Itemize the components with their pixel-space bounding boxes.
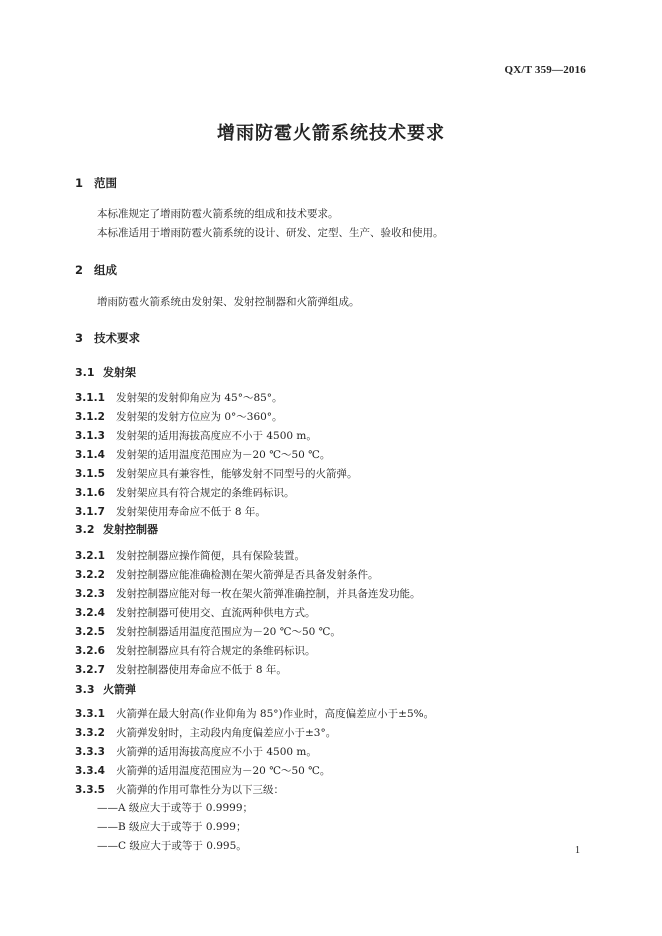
paragraph: 增雨防雹火箭系统由发射架、发射控制器和火箭弹组成。 xyxy=(97,296,360,308)
clause-item xyxy=(75,643,316,658)
section-title: 技术要求 xyxy=(94,331,140,345)
clause-number: 3.1.6 xyxy=(75,487,105,499)
clause-text: 发射控制器应能对每一枚在架火箭弹准确控制，并具备连发功能。 xyxy=(116,588,421,600)
section-title: 范围 xyxy=(94,176,117,190)
paragraph: 本标准适用于增雨防雹火箭系统的设计、研发、定型、生产、验收和使用。 xyxy=(97,227,444,239)
subsection-title: 火箭弹 xyxy=(103,683,136,696)
section-number: 3 xyxy=(75,331,84,345)
section-heading xyxy=(75,330,140,346)
clause-item xyxy=(75,662,287,677)
clause-text: 发射控制器应能准确检测在架火箭弹是否具备发射条件。 xyxy=(116,569,379,581)
clause-number: 3.3.5 xyxy=(75,784,105,796)
clause-text: 发射控制器可使用交、直流两种供电方式。 xyxy=(116,607,316,619)
standard-code: QX/T 359—2016 xyxy=(504,64,586,76)
clause-text: 发射控制器应具有符合规定的条维码标识。 xyxy=(116,645,316,657)
clause-number: 3.1.7 xyxy=(75,506,105,518)
clause-item xyxy=(75,548,305,563)
clause-item xyxy=(75,624,341,639)
clause-text: 火箭弹在最大射高(作业仰角为 85°)作业时，高度偏差应小于±5%。 xyxy=(116,708,435,720)
clause-number: 3.2.6 xyxy=(75,645,105,657)
clause-text: 发射架使用寿命应不低于 8 年。 xyxy=(116,506,266,518)
clause-item xyxy=(75,605,316,620)
clause-number: 3.2.7 xyxy=(75,664,105,676)
subsection-title: 发射架 xyxy=(103,366,136,379)
section-heading xyxy=(75,175,117,191)
subsection-heading xyxy=(75,681,136,697)
clause-text: 发射架的适用海拔高度应不小于 4500 m。 xyxy=(116,430,317,442)
section-heading xyxy=(75,262,117,278)
reliability-level: ——B 级应大于或等于 0.999； xyxy=(97,821,247,833)
clause-number: 3.2.1 xyxy=(75,550,105,562)
clause-text: 发射架的发射仰角应为 45°～85°。 xyxy=(116,392,283,404)
clause-number: 3.2.5 xyxy=(75,626,105,638)
clause-item xyxy=(75,744,317,759)
clause-text: 发射控制器应操作简便，具有保险装置。 xyxy=(116,550,305,562)
paragraph: 本标准规定了增雨防雹火箭系统的组成和技术要求。 xyxy=(97,208,339,220)
clause-text: 火箭弹发射时，主动段内角度偏差应小于±3°。 xyxy=(116,727,337,739)
clause-item xyxy=(75,567,379,582)
clause-number: 3.3.1 xyxy=(75,708,105,720)
subsection-number: 3.3 xyxy=(75,683,95,696)
clause-text: 发射控制器适用温度范围应为－20 ℃～50 ℃。 xyxy=(116,626,341,638)
clause-item xyxy=(75,428,317,443)
clause-number: 3.2.2 xyxy=(75,569,105,581)
clause-text: 发射架的适用温度范围应为－20 ℃～50 ℃。 xyxy=(116,449,331,461)
clause-item xyxy=(75,504,266,519)
clause-text: 火箭弹的作用可靠性分为以下三级： xyxy=(116,784,284,796)
reliability-level: ——A 级应大于或等于 0.9999； xyxy=(97,802,253,814)
clause-item xyxy=(75,725,336,740)
clause-number: 3.1.4 xyxy=(75,449,105,461)
clause-item xyxy=(75,447,330,462)
clause-text: 火箭弹的适用海拔高度应不小于 4500 m。 xyxy=(116,746,317,758)
clause-item xyxy=(75,409,283,424)
clause-number: 3.1.1 xyxy=(75,392,105,404)
subsection-number: 3.2 xyxy=(75,523,95,536)
clause-item xyxy=(75,763,330,778)
subsection-number: 3.1 xyxy=(75,366,95,379)
reliability-level: ——C 级应大于或等于 0.995。 xyxy=(97,840,247,852)
clause-text: 发射架的发射方位应为 0°～360°。 xyxy=(116,411,283,423)
subsection-heading xyxy=(75,521,158,537)
clause-text: 发射架应具有兼容性，能够发射不同型号的火箭弹。 xyxy=(116,468,358,480)
subsection-heading xyxy=(75,364,136,380)
section-number: 2 xyxy=(75,263,84,277)
clause-text: 发射架应具有符合规定的条维码标识。 xyxy=(116,487,295,499)
page-number: 1 xyxy=(575,845,580,856)
clause-number: 3.3.3 xyxy=(75,746,105,758)
document-title: 增雨防雹火箭系统技术要求 xyxy=(217,123,445,144)
clause-item xyxy=(75,485,295,500)
subsection-title: 发射控制器 xyxy=(103,523,158,536)
clause-item xyxy=(75,782,284,797)
clause-number: 3.2.3 xyxy=(75,588,105,600)
clause-number: 3.1.2 xyxy=(75,411,105,423)
clause-text: 火箭弹的适用温度范围应为－20 ℃～50 ℃。 xyxy=(116,765,331,777)
clause-item xyxy=(75,390,283,405)
clause-number: 3.1.5 xyxy=(75,468,105,480)
clause-item xyxy=(75,466,358,481)
clause-number: 3.3.4 xyxy=(75,765,105,777)
clause-number: 3.3.2 xyxy=(75,727,105,739)
clause-number: 3.1.3 xyxy=(75,430,105,442)
section-title: 组成 xyxy=(94,263,117,277)
clause-text: 发射控制器使用寿命应不低于 8 年。 xyxy=(116,664,287,676)
clause-number: 3.2.4 xyxy=(75,607,105,619)
section-number: 1 xyxy=(75,176,84,190)
clause-item xyxy=(75,706,434,721)
clause-item xyxy=(75,586,421,601)
